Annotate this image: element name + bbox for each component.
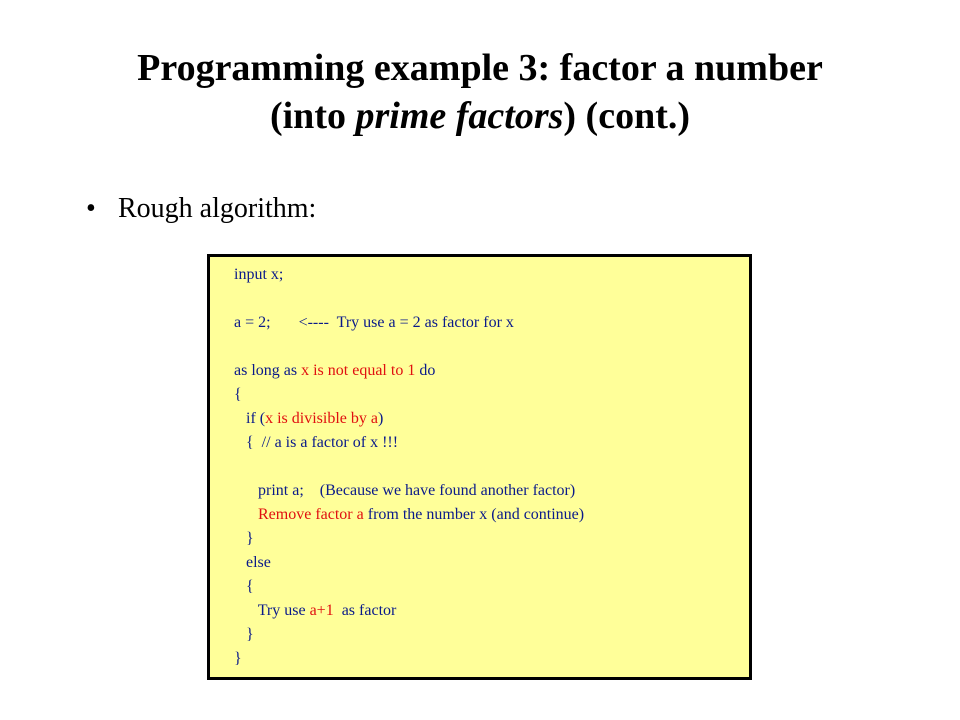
code-line-if [234,410,383,427]
bullet-text: Rough algorithm: [118,193,317,224]
code-line-remove [234,506,584,523]
code-line-if-close: } [234,530,254,547]
code-assign-comment: <---- Try use a = 2 as factor for x [298,314,514,331]
code-assign-stmt: a = 2; [234,314,299,331]
code-line-input: input x; [234,266,284,283]
code-line-else-open: { [234,578,254,595]
slide-title [0,44,960,140]
code-loop-condition: x is not equal to 1 [301,362,416,379]
title-line-2-end: ) (cont.) [563,95,691,137]
code-line-loop [234,362,435,379]
code-line-loop-close: } [234,650,242,667]
code-line-print: print a; (Because we have found another factor) [234,482,576,499]
bullet-icon: • [86,193,96,224]
code-try-end: as factor [333,602,397,619]
code-remove-end: from the number x (and continue) [363,506,585,523]
code-try-increment: a+1 [309,602,334,619]
code-if-end: ) [378,410,384,427]
code-loop-end: do [415,362,436,379]
code-line-open-brace: { [234,386,242,403]
algorithm-code [234,263,584,671]
code-line-else-close: } [234,626,254,643]
code-try-start: Try use [234,602,310,619]
code-if-condition: x is divisible by a [265,410,378,427]
code-line-assign [234,314,514,331]
bullet-item [86,192,316,226]
code-line-if-brace-comment: { // a is a factor of x !!! [234,434,399,451]
title-line-1: Programming example 3: factor a number [137,47,823,89]
code-if-start: if ( [234,410,266,427]
code-loop-start: as long as [234,362,302,379]
title-line-2 [0,92,960,140]
code-line-else: else [234,554,271,571]
code-line-try [234,602,396,619]
title-line-2-start: (into [269,95,356,137]
algorithm-box [207,254,752,680]
title-italic-prime-factors: prime factors [355,95,564,137]
code-remove-start: Remove factor a [234,506,364,523]
